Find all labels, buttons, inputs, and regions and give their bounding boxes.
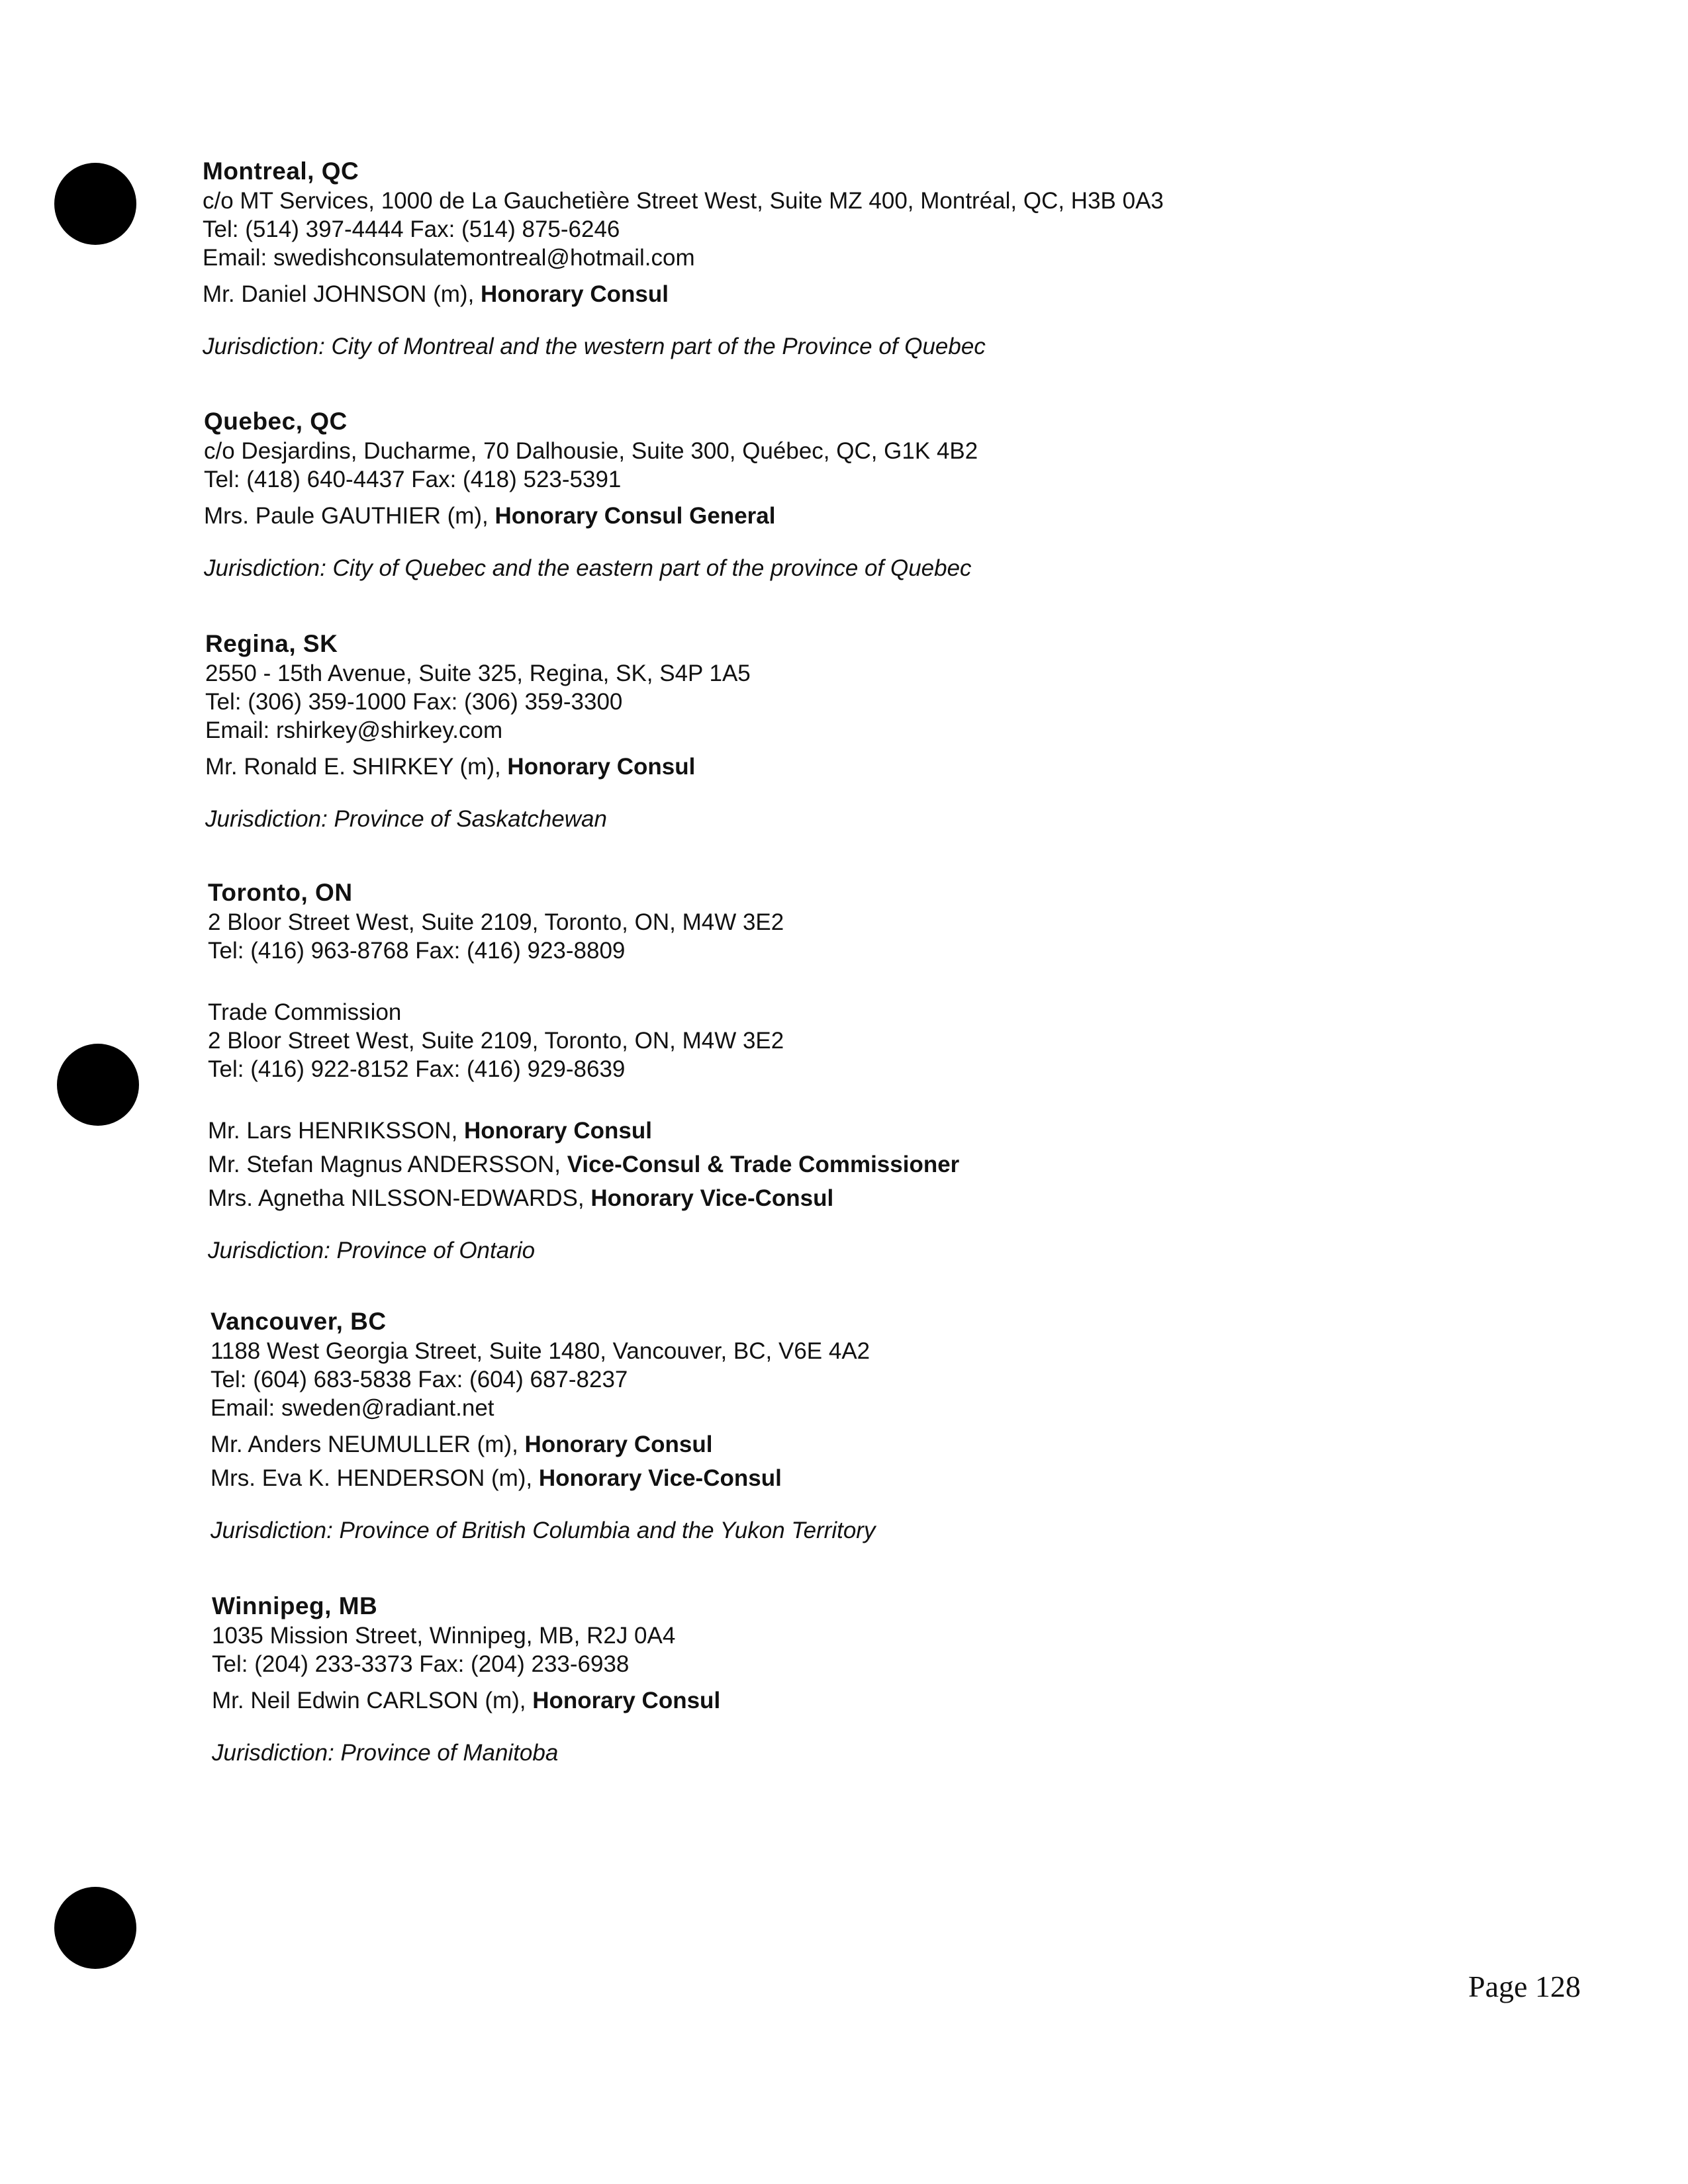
- phone-fax: Tel: (416) 963-8768 Fax: (416) 923-8809: [208, 938, 626, 964]
- jurisdiction-label: Jurisdiction:: [212, 1740, 334, 1766]
- person-name: Mrs. Paule GAUTHIER (m),: [204, 503, 495, 529]
- person-name: Mr. Lars HENRIKSSON,: [208, 1118, 465, 1144]
- person-title: Honorary Consul: [524, 1432, 713, 1457]
- consulate-entry-toronto: [208, 878, 1466, 1265]
- person-name: Mr. Anders NEUMULLER (m),: [211, 1432, 525, 1457]
- phone-fax: Tel: (514) 397-4444 Fax: (514) 875-6246: [203, 216, 620, 242]
- person-title: Honorary Consul: [507, 754, 696, 780]
- person-title: Honorary Consul General: [494, 503, 776, 529]
- person-name: Mrs. Eva K. HENDERSON (m),: [211, 1465, 539, 1491]
- consulate-entry-quebec: [204, 406, 1462, 582]
- jurisdiction: [212, 1739, 1470, 1767]
- city-heading: Toronto, ON: [208, 879, 353, 906]
- city-heading: Regina, SK: [205, 630, 338, 657]
- jurisdiction-label: Jurisdiction:: [203, 334, 325, 359]
- jurisdiction-text: City of Quebec and the eastern part of the province of Quebec: [326, 555, 972, 581]
- person-title: Vice-Consul & Trade Commissioner: [567, 1152, 960, 1177]
- person-title: Honorary Vice-Consul: [538, 1465, 782, 1491]
- person: [211, 1430, 1468, 1459]
- jurisdiction-text: Province of Saskatchewan: [327, 806, 607, 832]
- phone-fax: Tel: (306) 359-1000 Fax: (306) 359-3300: [205, 689, 623, 715]
- address: 2 Bloor Street West, Suite 2109, Toronto, ON, M4W 3E2: [208, 909, 784, 935]
- person-name: Mr. Stefan Magnus ANDERSSON,: [208, 1152, 567, 1177]
- city-heading: Quebec, QC: [204, 408, 348, 435]
- person-title: Honorary Consul: [464, 1118, 652, 1144]
- person: [211, 1464, 1468, 1492]
- person: [204, 502, 1462, 530]
- address: 1188 West Georgia Street, Suite 1480, Vancouver, BC, V6E 4A2: [211, 1338, 870, 1364]
- jurisdiction-label: Jurisdiction:: [208, 1238, 330, 1263]
- person-title: Honorary Consul: [481, 281, 669, 307]
- person: [205, 752, 1463, 781]
- jurisdiction-text: City of Montreal and the western part of the Province of Quebec: [324, 334, 986, 359]
- consulate-entry-vancouver: [211, 1306, 1468, 1545]
- person: [203, 280, 1460, 308]
- person-title: Honorary Vice-Consul: [590, 1185, 834, 1211]
- jurisdiction: [211, 1516, 1468, 1545]
- jurisdiction: [203, 332, 1460, 361]
- jurisdiction-text: Province of Manitoba: [334, 1740, 559, 1766]
- trade-commission-phone-fax: Tel: (416) 922-8152 Fax: (416) 929-8639: [208, 1056, 626, 1082]
- person-name: Mrs. Agnetha NILSSON-EDWARDS,: [208, 1185, 591, 1211]
- trade-commission-heading: Trade Commission: [208, 999, 402, 1025]
- person: [208, 1116, 1466, 1145]
- email: Email: rshirkey@shirkey.com: [205, 717, 503, 743]
- person: [208, 1184, 1466, 1212]
- person-name: Mr. Ronald E. SHIRKEY (m),: [205, 754, 508, 780]
- person: [208, 1150, 1466, 1179]
- consulate-entry-winnipeg: [212, 1591, 1470, 1767]
- jurisdiction-label: Jurisdiction:: [211, 1518, 333, 1543]
- person-name: Mr. Daniel JOHNSON (m),: [203, 281, 481, 307]
- email: Email: sweden@radiant.net: [211, 1395, 494, 1421]
- jurisdiction: [205, 805, 1463, 833]
- city-heading: Montreal, QC: [203, 158, 359, 185]
- phone-fax: Tel: (604) 683-5838 Fax: (604) 687-8237: [211, 1367, 628, 1392]
- phone-fax: Tel: (418) 640-4437 Fax: (418) 523-5391: [204, 467, 622, 492]
- address: 1035 Mission Street, Winnipeg, MB, R2J 0A4: [212, 1623, 676, 1649]
- person: [212, 1686, 1470, 1715]
- email: Email: swedishconsulatemontreal@hotmail.com: [203, 245, 695, 271]
- jurisdiction: [208, 1236, 1466, 1265]
- jurisdiction-label: Jurisdiction:: [204, 555, 326, 581]
- page-number: Page 128: [1468, 1970, 1581, 2003]
- jurisdiction-label: Jurisdiction:: [205, 806, 328, 832]
- trade-commission-address: 2 Bloor Street West, Suite 2109, Toronto, ON, M4W 3E2: [208, 1028, 784, 1054]
- address: 2550 - 15th Avenue, Suite 325, Regina, SK, S4P 1A5: [205, 660, 751, 686]
- phone-fax: Tel: (204) 233-3373 Fax: (204) 233-6938: [212, 1651, 630, 1677]
- person-title: Honorary Consul: [532, 1688, 721, 1713]
- consulate-entry-montreal: [203, 156, 1460, 361]
- jurisdiction-text: Province of British Columbia and the Yukon Territory: [332, 1518, 876, 1543]
- consulate-entry-regina: [205, 629, 1463, 833]
- person-name: Mr. Neil Edwin CARLSON (m),: [212, 1688, 533, 1713]
- jurisdiction: [204, 554, 1462, 582]
- address: c/o MT Services, 1000 de La Gauchetière Street West, Suite MZ 400, Montréal, QC, H3B 0A3: [203, 188, 1164, 214]
- city-heading: Vancouver, BC: [211, 1308, 387, 1335]
- jurisdiction-text: Province of Ontario: [330, 1238, 536, 1263]
- address: c/o Desjardins, Ducharme, 70 Dalhousie, Suite 300, Québec, QC, G1K 4B2: [204, 438, 978, 464]
- city-heading: Winnipeg, MB: [212, 1592, 378, 1619]
